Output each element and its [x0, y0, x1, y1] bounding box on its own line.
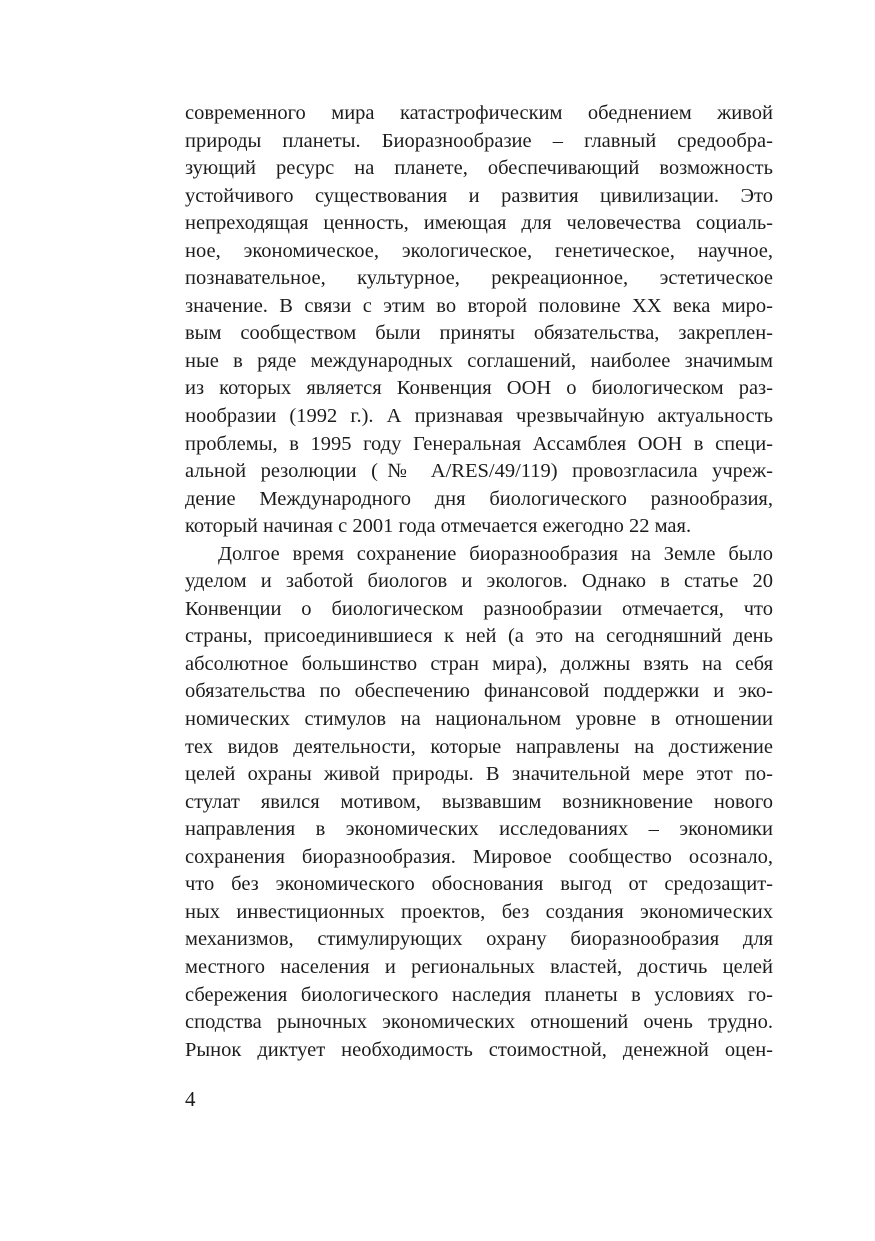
text-line: что без экономического обоснования выгод от средозащит-	[185, 873, 773, 896]
text-line: стулат явился мотивом, вызвавшим возникновение нового	[185, 790, 773, 813]
text-line: сбережения биологического наследия планеты в условиях го-	[185, 983, 773, 1006]
text-line: проблемы, в 1995 году Генеральная Ассамблея ООН в специ-	[185, 432, 773, 455]
text-line: ные в ряде международных соглашений, наиболее значимым	[185, 349, 773, 372]
text-line: уделом и заботой биологов и экологов. Однако в статье 20	[185, 570, 773, 593]
text-line: дение Международного дня биологического разнообразия,	[185, 487, 773, 510]
text-line: из которых является Конвенция ООН о биологическом раз-	[185, 377, 773, 400]
text-line: обязательства по обеспечению финансовой поддержки и эко-	[185, 680, 773, 703]
text-line: Конвенции о биологическом разнообразии отмечается, что	[185, 597, 773, 620]
text-line: сохранения биоразнообразия. Мировое сообщество осознало,	[185, 845, 773, 868]
text-line: ных инвестиционных проектов, без создания экономических	[185, 900, 773, 923]
text-line: устойчивого существования и развития цивилизации. Это	[185, 184, 773, 207]
text-line: нообразии (1992 г.). А признавая чрезвычайную актуальность	[185, 405, 773, 428]
paragraph	[185, 100, 773, 541]
paragraph	[185, 541, 773, 1064]
text-line: целей охраны живой природы. В значительной мере этот по-	[185, 763, 773, 786]
text-line: Долгое время сохранение биоразнообразия на Земле было	[218, 542, 773, 565]
text-line: современного мира катастрофическим обеднением живой	[185, 102, 773, 124]
text-line: вым сообществом были приняты обязательства, закреплен-	[185, 322, 773, 345]
text-line: сподства рыночных экономических отношений очень трудно.	[185, 1011, 773, 1034]
text-line: механизмов, стимулирующих охрану биоразнообразия для	[185, 928, 773, 951]
text-line: Рынок диктует необходимость стоимостной, денежной оцен-	[185, 1038, 773, 1061]
text-line: который начиная с 2001 года отмечается ежегодно 22 мая.	[185, 515, 692, 538]
text-line: ное, экономическое, экологическое, генетическое, научное,	[185, 239, 773, 262]
text-line: зующий ресурс на планете, обеспечивающий возможность	[185, 157, 773, 180]
text-line: альной резолюции (№ A/RES/49/119) провозгласила учреж-	[185, 460, 773, 483]
text-line: познавательное, культурное, рекреационное, эстетическое	[185, 267, 773, 290]
text-line: природы планеты. Биоразнообразие – главный средообра-	[185, 129, 773, 152]
text-line: тех видов деятельности, которые направлены на достижение	[185, 735, 773, 758]
body-text	[185, 100, 773, 1064]
text-line: страны, присоединившиеся к ней (а это на сегодняшний день	[185, 625, 773, 648]
text-line: местного населения и региональных властей, достичь целей	[185, 955, 773, 978]
page-number: 4	[185, 1087, 196, 1111]
text-line: направления в экономических исследованиях – экономики	[185, 818, 773, 841]
text-line: абсолютное большинство стран мира), должны взять на себя	[185, 652, 773, 675]
text-line: номических стимулов на национальном уровне в отношении	[185, 708, 773, 731]
text-line: непреходящая ценность, имеющая для человечества социаль-	[185, 212, 773, 235]
text-line: значение. В связи с этим во второй половине XX века миро-	[185, 294, 773, 317]
